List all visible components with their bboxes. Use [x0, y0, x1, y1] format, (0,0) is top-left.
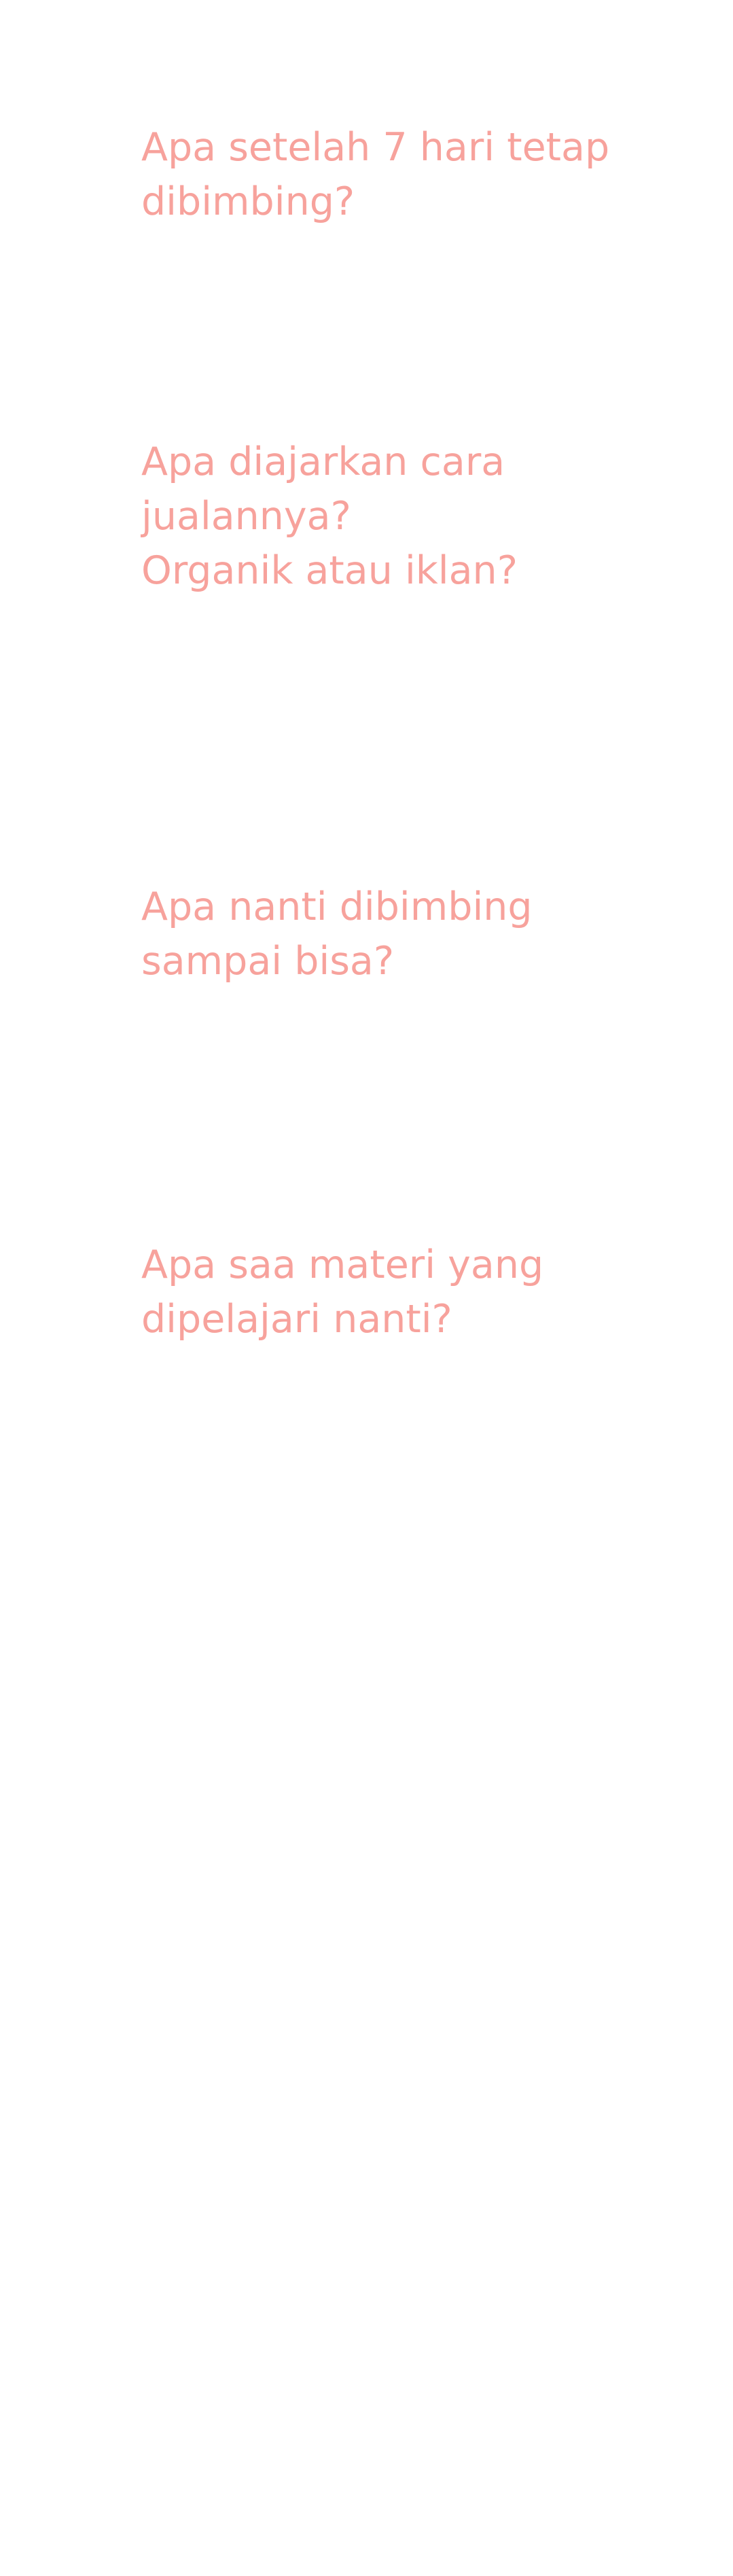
faq-question-line: Apa saa materi yang — [141, 1242, 544, 1287]
faq-question-materials[interactable] — [141, 1238, 698, 1346]
faq-question-line: dibimbing? — [141, 179, 355, 224]
faq-question-line: Apa diajarkan cara jualannya? — [141, 440, 505, 539]
faq-question-line: Apa nanti dibimbing — [141, 884, 533, 929]
faq-question-after-7-days[interactable] — [141, 120, 698, 229]
faq-question-line: Apa setelah 7 hari tetap — [141, 125, 610, 170]
faq-question-selling-method[interactable] — [141, 435, 698, 598]
faq-question-line: sampai bisa? — [141, 939, 395, 984]
faq-question-line: Organik atau iklan? — [141, 548, 518, 593]
faq-question-line: dipelajari nanti? — [141, 1297, 452, 1342]
faq-question-guided-until-capable[interactable] — [141, 880, 698, 988]
